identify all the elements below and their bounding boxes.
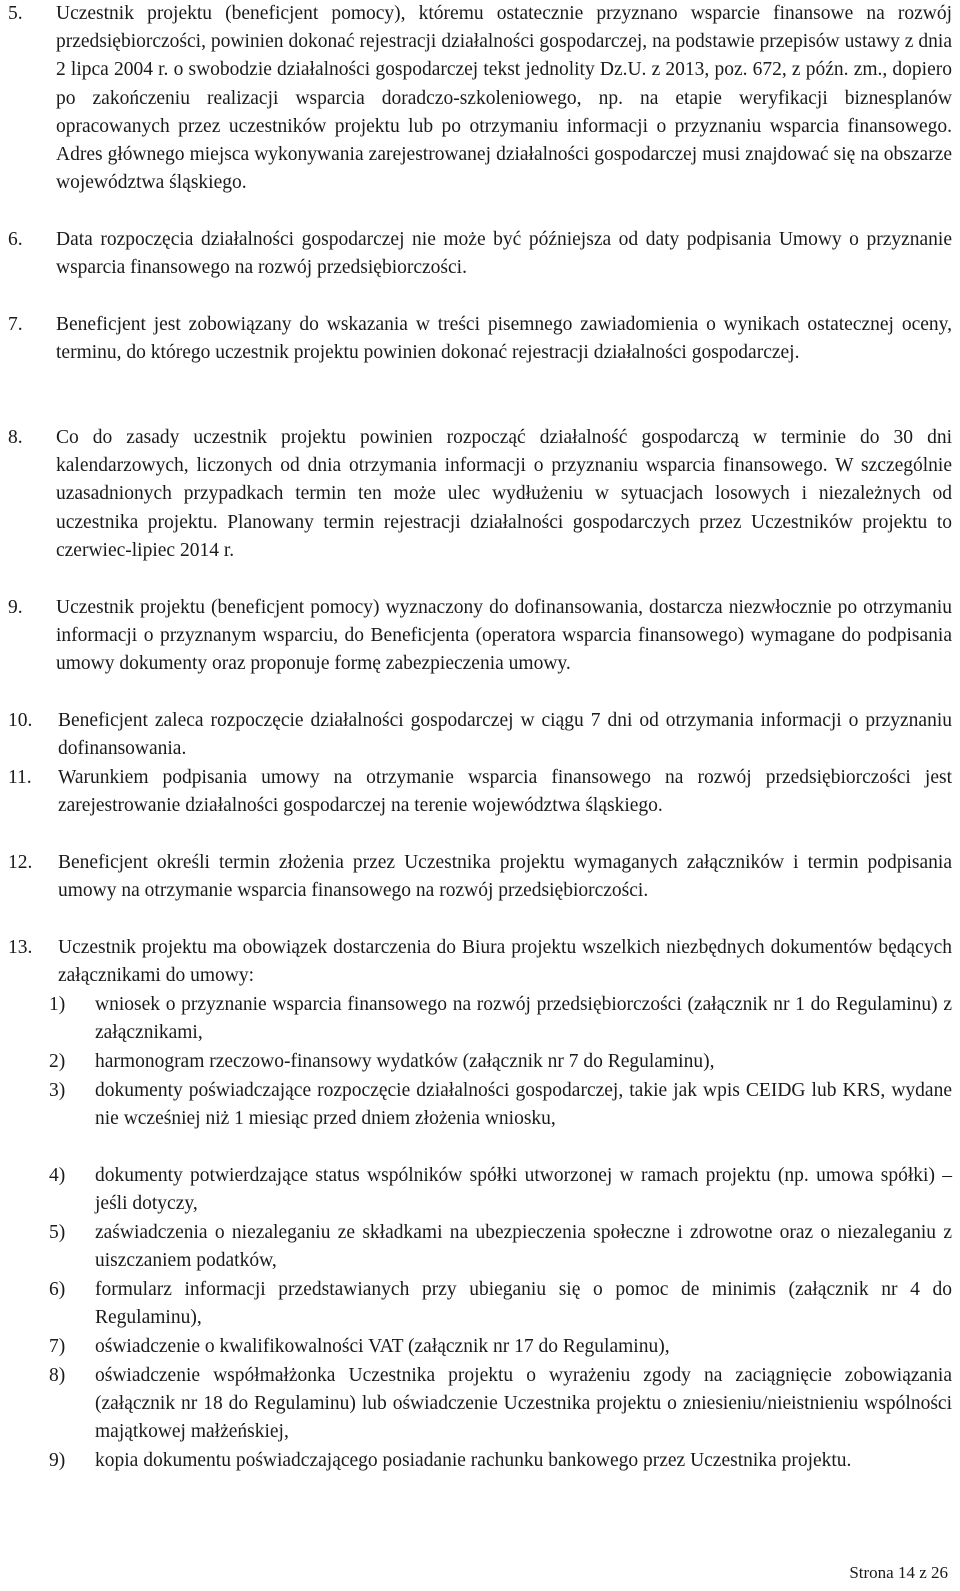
item-text: Uczestnik projektu (beneficjent pomocy) wyznaczony do dofinansowania, dostarcza niezwłocznie po otrzymaniu informacji o przyznanym wsparciu, do Beneficjenta (operatora wsparcia finansowego) wymagane do podpisania umowy dokumenty oraz proponuje formę zabezpieczenia umowy. <box>56 597 952 675</box>
list-item-6 <box>8 226 952 282</box>
item-text: Warunkiem podpisania umowy na otrzymanie wsparcia finansowego na rozwój przedsiębiorczości jest zarejestrowanie działalności gospodarczej na terenie województwa śląskiego. <box>58 767 952 817</box>
list-item-9 <box>8 594 952 679</box>
item-number: 11. <box>8 767 32 788</box>
sub-item-number: 1) <box>49 994 66 1015</box>
sub-item-number: 3) <box>49 1080 66 1101</box>
list-item-10 <box>8 707 952 763</box>
sub-item-1 <box>49 991 952 1047</box>
item-number: 9. <box>8 597 23 618</box>
sub-item-3 <box>49 1077 952 1133</box>
sub-item-text: dokumenty potwierdzające status wspólników spółki utworzonej w ramach projektu (np. umowa spółki) – jeśli dotyczy, <box>95 1165 952 1215</box>
sub-item-number: 8) <box>49 1365 66 1386</box>
sub-item-number: 2) <box>49 1051 66 1072</box>
item-text: Beneficjent zaleca rozpoczęcie działalności gospodarczej w ciągu 7 dni od otrzymania informacji o przyznaniu dofinansowania. <box>58 710 952 760</box>
item-number: 5. <box>8 3 23 24</box>
item-text: Data rozpoczęcia działalności gospodarczej nie może być późniejsza od daty podpisania Umowy o przyznanie wsparcia finansowego na rozwój przedsiębiorczości. <box>56 229 952 279</box>
list-item-12 <box>8 849 952 905</box>
item-number: 10. <box>8 710 33 731</box>
sub-item-5 <box>49 1219 952 1275</box>
sub-item-text: oświadczenie współmałżonka Uczestnika projektu o wyrażeniu zgody na zaciągnięcie zobowiązania (załącznik nr 18 do Regulaminu) lub oświadczenie Uczestnika projektu o zniesieniu/nieistnieniu wspólności majątkowej małżeńskiej, <box>95 1365 952 1443</box>
sub-item-number: 9) <box>49 1450 66 1471</box>
sub-item-number: 5) <box>49 1222 66 1243</box>
sub-item-2 <box>49 1048 952 1076</box>
item-number: 12. <box>8 852 33 873</box>
sub-item-text: wniosek o przyznanie wsparcia finansowego na rozwój przedsiębiorczości (załącznik nr 1 do Regulaminu) z załącznikami, <box>95 994 952 1044</box>
list-item-8 <box>8 424 952 565</box>
sub-item-number: 6) <box>49 1279 66 1300</box>
item-text: Beneficjent określi termin złożenia przez Uczestnika projektu wymaganych załączników i termin podpisania umowy na otrzymanie wsparcia finansowego na rozwój przedsiębiorczości. <box>58 852 952 902</box>
list-item-11 <box>8 764 952 820</box>
item-text: Beneficjent jest zobowiązany do wskazania w treści pisemnego zawiadomienia o wynikach ostatecznej oceny, terminu, do którego uczestnik projektu powinien dokonać rejestracji działalności gospodarczej. <box>56 314 952 364</box>
sub-item-text: oświadczenie o kwalifikowalności VAT (załącznik nr 17 do Regulaminu), <box>95 1336 670 1357</box>
item-text: Uczestnik projektu ma obowiązek dostarczenia do Biura projektu wszelkich niezbędnych dokumentów będących załącznikami do umowy: <box>58 937 952 987</box>
sub-item-text: kopia dokumentu poświadczającego posiadanie rachunku bankowego przez Uczestnika projektu. <box>95 1450 852 1471</box>
sub-item-9 <box>49 1447 952 1475</box>
sub-item-text: dokumenty poświadczające rozpoczęcie działalności gospodarczej, takie jak wpis CEIDG lub KRS, wydane nie wcześniej niż 1 miesiąc przed dniem złożenia wniosku, <box>95 1080 952 1130</box>
sub-item-8 <box>49 1362 952 1447</box>
item-number: 8. <box>8 427 23 448</box>
item-number: 13. <box>8 937 33 958</box>
sub-item-4 <box>49 1162 952 1218</box>
sub-item-number: 4) <box>49 1165 66 1186</box>
sub-item-number: 7) <box>49 1336 66 1357</box>
sub-item-text: zaświadczenia o niezaleganiu ze składkami na ubezpieczenia społeczne i zdrowotne oraz o niezaleganiu z uiszczaniem podatków, <box>95 1222 952 1272</box>
list-item-5 <box>8 0 952 197</box>
page-number: Strona 14 z 26 <box>849 1563 948 1582</box>
list-item-13 <box>8 934 952 990</box>
item-number: 7. <box>8 314 23 335</box>
item-number: 6. <box>8 229 23 250</box>
sub-item-text: harmonogram rzeczowo-finansowy wydatków (załącznik nr 7 do Regulaminu), <box>95 1051 715 1072</box>
item-text: Uczestnik projektu (beneficjent pomocy), któremu ostatecznie przyznano wsparcie finansowe na rozwój przedsiębiorczości, powinien dokonać rejestracji działalności gospodarczej, na podstawie przepisów ustawy z dnia 2 lipca 2004 r. o swobodzie działalności gospodarczej tekst jednolity Dz.U. z 2013, poz. 672, z późn. zm., dopiero po zakończeniu realizacji wsparcia doradczo-szkoleniowego, np. na etapie weryfikacji biznesplanów opracowanych przez uczestników projektu lub po otrzymaniu informacji o przyznaniu wsparcia finansowego. Adres głównego miejsca wykonywania zarejestrowanej działalności gospodarczej musi znajdować się na obszarze województwa śląskiego. <box>56 3 952 194</box>
item-text: Co do zasady uczestnik projektu powinien rozpocząć działalność gospodarczą w terminie do 30 dni kalendarzowych, liczonych od dnia otrzymania informacji o przyznaniu wsparcia finansowego. W szczególnie uzasadnionych przypadkach termin ten może ulec wydłużeniu w sytuacjach losowych i niezależnych od uczestnika projektu. Planowany termin rejestracji działalności gospodarczych przez Uczestników projektu to czerwiec-lipiec 2014 r. <box>56 427 952 561</box>
sub-item-6 <box>49 1276 952 1332</box>
sub-item-text: formularz informacji przedstawianych przy ubieganiu się o pomoc de minimis (załącznik nr 4 do Regulaminu), <box>95 1279 952 1329</box>
sub-item-7 <box>49 1333 952 1361</box>
list-item-7 <box>8 311 952 367</box>
